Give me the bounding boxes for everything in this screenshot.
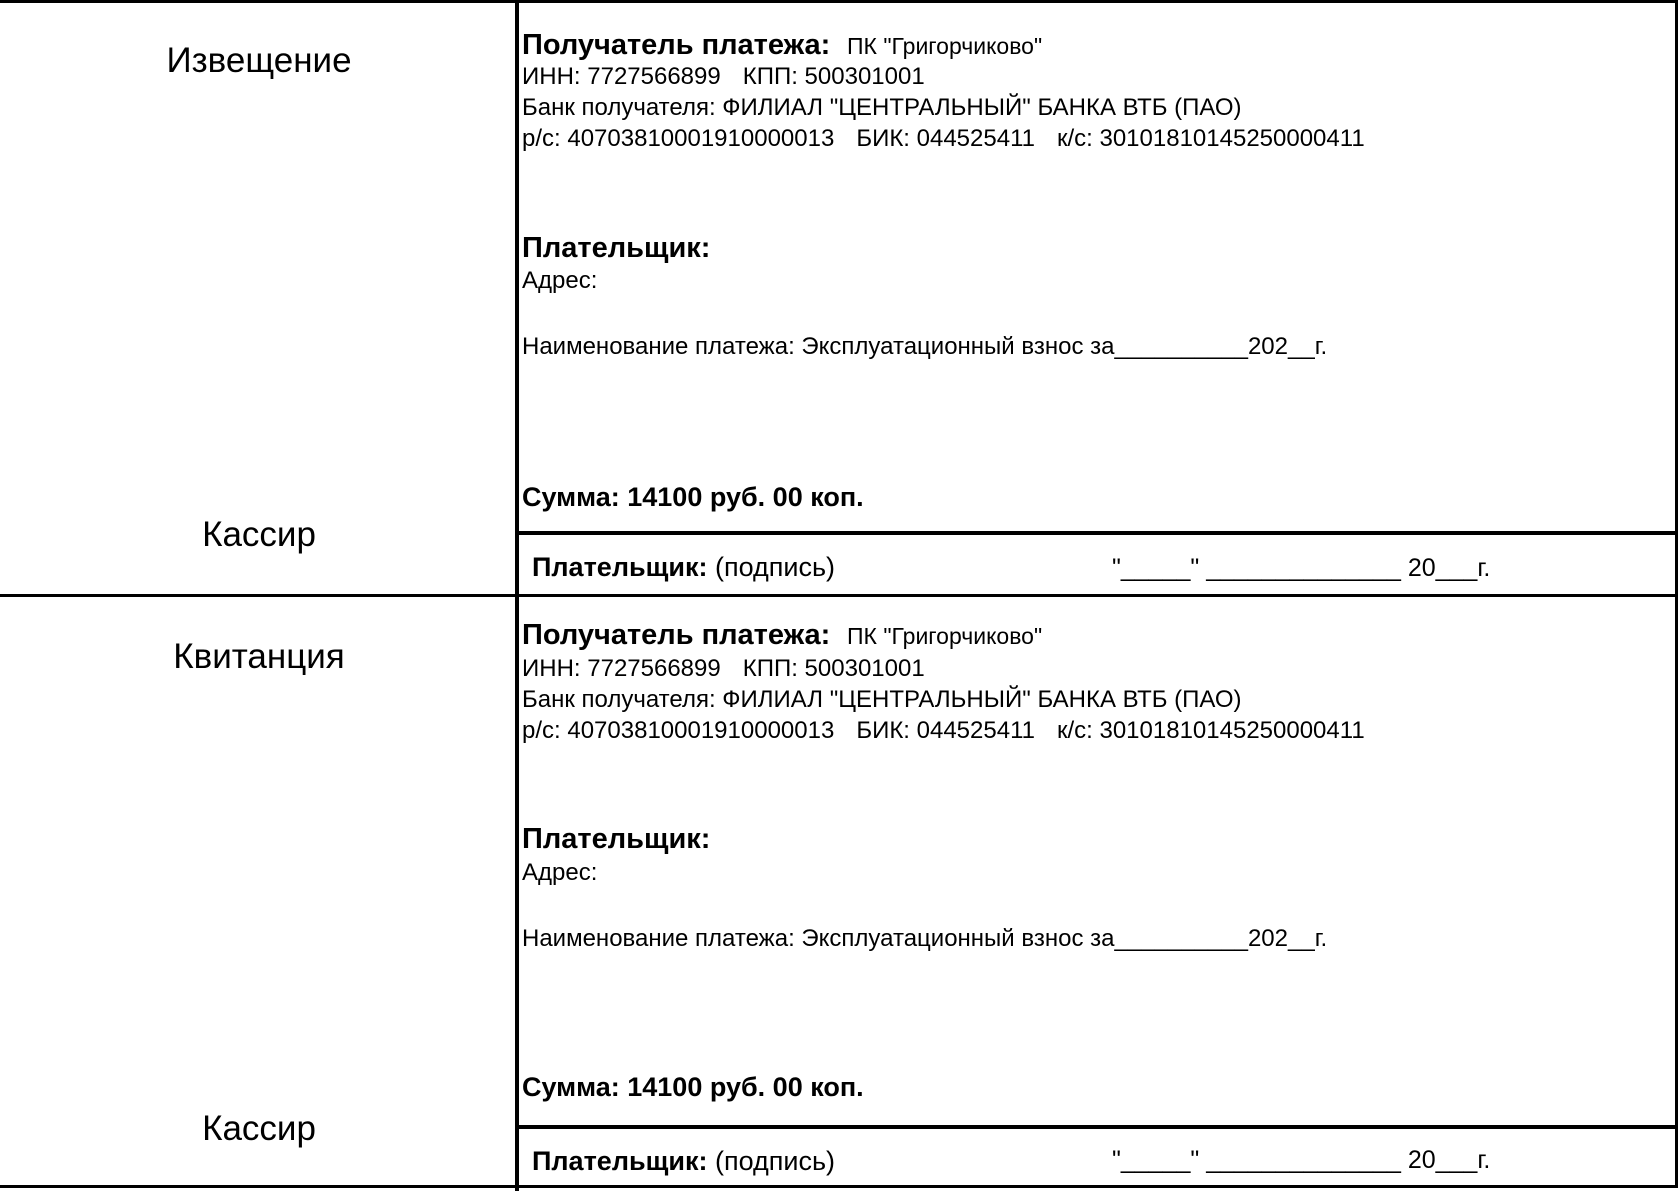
column-divider	[515, 3, 519, 594]
kpp-value: КПП: 500301001	[742, 655, 925, 682]
payer-label: Плательщик:	[522, 823, 711, 855]
column-divider	[515, 597, 519, 1191]
bank-row: Банк получателя: ФИЛИАЛ "ЦЕНТРАЛЬНЫЙ" БАНКА ВТБ (ПАО)	[522, 94, 1242, 121]
signature-divider	[517, 531, 1678, 535]
kpp-value: КПП: 500301001	[742, 63, 925, 90]
receipt-title: Квитанция	[173, 637, 345, 676]
recipient-row	[522, 621, 1042, 651]
address-label: Адрес:	[522, 859, 598, 886]
recipient-label: Получатель платежа:	[522, 619, 831, 651]
payment-purpose: Наименование платежа: Эксплуатационный взнос за__________202__г.	[522, 925, 1328, 952]
date-field: "_____" ______________ 20___г.	[1112, 554, 1491, 582]
inn-value: ИНН: 7727566899	[522, 655, 721, 682]
corr-account-value: к/с: 30101810145250000411	[1056, 125, 1365, 152]
signature-row	[532, 552, 835, 583]
receipt-section	[0, 597, 1678, 1191]
signature-hint: (подпись)	[714, 1146, 836, 1176]
signature-divider	[517, 1125, 1678, 1129]
signature-row	[532, 1146, 835, 1177]
inn-value: ИНН: 7727566899	[522, 63, 721, 90]
account-value: р/с: 40703810001910000013	[522, 717, 835, 744]
cashier-label: Кассир	[202, 515, 316, 554]
notice-section	[0, 3, 1678, 597]
bik-value: БИК: 044525411	[856, 125, 1035, 152]
payer-label: Плательщик:	[522, 232, 711, 264]
inn-kpp-row	[522, 63, 925, 91]
inn-kpp-row	[522, 655, 925, 683]
account-row	[522, 125, 1365, 153]
date-field: "_____" ______________ 20___г.	[1112, 1146, 1491, 1174]
bank-row: Банк получателя: ФИЛИАЛ "ЦЕНТРАЛЬНЫЙ" БАНКА ВТБ (ПАО)	[522, 686, 1242, 713]
account-value: р/с: 40703810001910000013	[522, 125, 835, 152]
recipient-name: ПК "Григорчиково"	[847, 33, 1043, 59]
corr-account-value: к/с: 30101810145250000411	[1056, 717, 1365, 744]
signature-label: Плательщик:	[532, 1146, 708, 1176]
address-label: Адрес:	[522, 267, 598, 294]
recipient-row	[522, 31, 1042, 61]
payment-sum: Сумма: 14100 руб. 00 коп.	[522, 1072, 864, 1102]
account-row	[522, 717, 1365, 745]
recipient-label: Получатель платежа:	[522, 29, 831, 61]
notice-title: Извещение	[166, 41, 352, 80]
cashier-label: Кассир	[202, 1109, 316, 1148]
signature-hint: (подпись)	[714, 552, 836, 582]
signature-label: Плательщик:	[532, 552, 708, 582]
payment-purpose: Наименование платежа: Эксплуатационный взнос за__________202__г.	[522, 333, 1328, 360]
bik-value: БИК: 044525411	[856, 717, 1035, 744]
payment-sum: Сумма: 14100 руб. 00 коп.	[522, 482, 864, 512]
recipient-name: ПК "Григорчиково"	[847, 623, 1043, 649]
